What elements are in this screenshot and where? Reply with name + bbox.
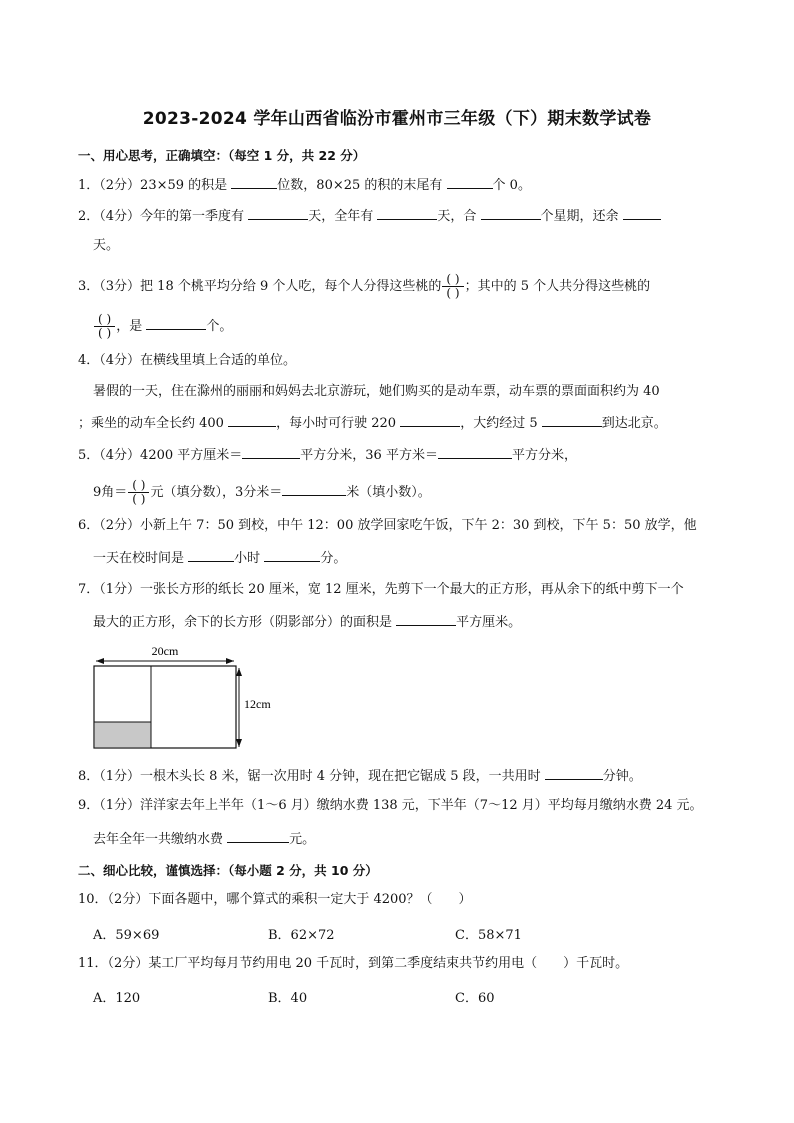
- option-a[interactable]: A．120: [93, 991, 141, 1006]
- question-11: 11．（2分）某工厂平均每月节约用电 20 千瓦时，到第二季度结束共节约用电（ ）千瓦时。: [78, 956, 629, 971]
- answer-blank[interactable]: [188, 547, 234, 562]
- option-c[interactable]: C．60: [455, 991, 495, 1006]
- question-5: 5．（4分）4200 平方厘米＝ 平方分米，36 平方米＝ 平方分米，: [78, 444, 577, 466]
- question-7-cont: 最大的正方形，余下的长方形（阴影部分）的面积是 平方厘米。: [93, 611, 521, 633]
- answer-blank[interactable]: [447, 174, 493, 189]
- fraction-blank[interactable]: $\frac{( )}{( )}$: [94, 313, 115, 340]
- answer-blank[interactable]: [146, 315, 206, 330]
- answer-blank[interactable]: [228, 412, 276, 427]
- question-2: 2．（4分）今年的第一季度有 天，全年有 天，合 个星期，还余: [78, 205, 661, 227]
- question-3-cont: $\frac{( )}{( )}$ ，是 个。: [93, 313, 232, 340]
- option-a[interactable]: A．59×69: [93, 928, 160, 943]
- answer-blank[interactable]: [377, 205, 437, 220]
- answer-blank[interactable]: [481, 205, 541, 220]
- question-3: 3．（3分）把 18 个桃平均分给 9 个人吃，每个人分得这些桃的 $\frac{( )}{( )}$ ；其中的 5 个人共分得这些桃的: [78, 272, 651, 300]
- question-8: 8．（1分）一根木头长 8 米，锯一次用时 4 分钟，现在把它锯成 5 段，一共用时 分钟。: [78, 765, 642, 787]
- question-4-passage-cont: ；乘坐的动车全长约 400 ，每小时可行驶 220 ，大约经过 5 到达北京。: [78, 412, 667, 434]
- question-5-cont: 9角＝ $\frac{( )}{( )}$ 元（填分数），3分米＝ 米（填小数）。: [93, 478, 431, 506]
- answer-blank[interactable]: [396, 611, 456, 626]
- arrow-right-icon: [226, 658, 234, 664]
- arrow-up-icon: [236, 668, 242, 676]
- section-1-heading: 一、用心思考，正确填空：（每空 1 分，共 22 分）: [78, 148, 366, 163]
- question-9-cont: 去年全年一共缴纳水费 元。: [93, 828, 315, 850]
- question-9: 9．（1分）洋洋家去年上半年（1～6 月）缴纳水费 138 元，下半年（7～12 月）平均每月缴纳水费 24 元。: [78, 798, 703, 813]
- answer-blank[interactable]: [400, 412, 460, 427]
- answer-blank[interactable]: [231, 174, 277, 189]
- answer-blank[interactable]: [542, 412, 602, 427]
- question-6-cont: 一天在校时间是 小时 分。: [93, 547, 346, 569]
- arrow-down-icon: [236, 739, 242, 747]
- answer-blank[interactable]: [264, 547, 320, 562]
- page-title: 2023-2024 学年山西省临汾市霍州市三年级（下）期末数学试卷: [142, 109, 652, 129]
- fraction-blank[interactable]: $\frac{( )}{( )}$: [442, 273, 463, 300]
- answer-blank[interactable]: [248, 205, 308, 220]
- question-4: 4．（4分）在横线里填上合适的单位。: [78, 353, 297, 368]
- question-1: 1．（2分）23×59 的积是 位数，80×25 的积的末尾有 个 0。: [78, 174, 531, 196]
- option-b[interactable]: B．62×72: [268, 928, 335, 943]
- answer-blank[interactable]: [545, 765, 603, 780]
- answer-blank[interactable]: [623, 205, 661, 220]
- question-10: 10．（2分）下面各题中，哪个算式的乘积一定大于 4200？（ ）: [78, 892, 472, 907]
- question-4-passage: 暑假的一天，住在滁州的丽丽和妈妈去北京游玩，她们购买的是动车票，动车票的票面面积约为 40: [93, 384, 660, 399]
- question-7: 7．（1分）一张长方形的纸长 20 厘米，宽 12 厘米，先剪下一个最大的正方形，再从余下的纸中剪下一个: [78, 582, 684, 597]
- answer-blank[interactable]: [282, 481, 346, 496]
- arrow-left-icon: [96, 658, 104, 664]
- question-2-cont: 天。: [93, 238, 120, 253]
- fraction-blank[interactable]: $\frac{( )}{( )}$: [128, 479, 149, 506]
- question-6: 6．（2分）小新上午 7：50 到校，中午 12：00 放学回家吃午饭，下午 2：30 到校，下午 5：50 放学，他: [78, 518, 697, 533]
- option-b[interactable]: B．40: [268, 991, 308, 1006]
- section-2-heading: 二、细心比较，谨慎选择：（每小题 2 分，共 10 分）: [78, 863, 378, 878]
- rectangle-figure: [90, 640, 280, 752]
- answer-blank[interactable]: [242, 444, 300, 459]
- answer-blank[interactable]: [227, 828, 289, 843]
- answer-blank[interactable]: [438, 444, 512, 459]
- option-c[interactable]: C．58×71: [455, 928, 522, 943]
- shaded-rectangle: [94, 722, 151, 748]
- height-label: 12cm: [244, 697, 271, 711]
- width-label: 20cm: [151, 644, 179, 658]
